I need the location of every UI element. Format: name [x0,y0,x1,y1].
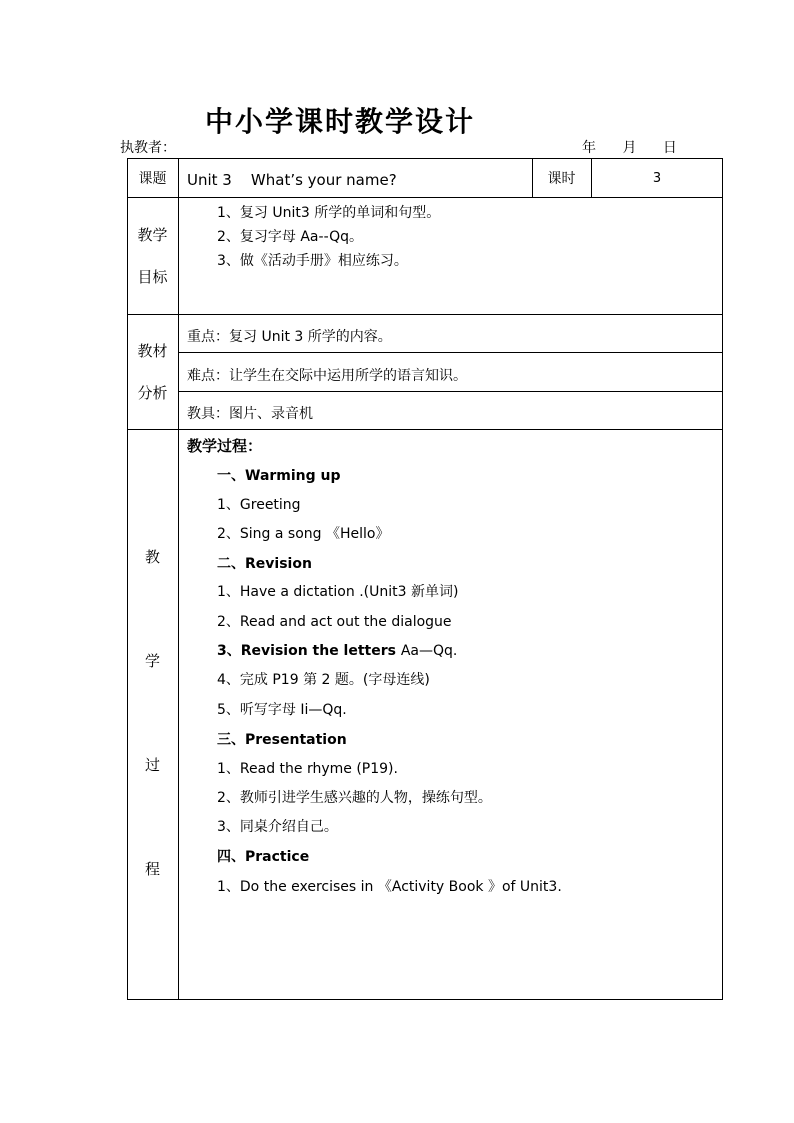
section-heading: 二、Revision [217,556,312,572]
day-label: 日 [662,140,677,156]
process-label-char: 过 [144,756,160,774]
process-step: 4、完成 P19 第 2 题。(字母连线) [217,672,430,688]
process-step: 2、教师引进学生感兴趣的人物，操练句型。 [217,790,492,806]
process-step: 2、Read and act out the dialogue [217,614,452,630]
period-value: 3 [652,171,662,186]
difficulty: 难点：让学生在交际中运用所学的语言知识。 [187,368,467,384]
topic-label: 课题 [138,171,167,187]
process-step: 3、同桌介绍自己。 [217,819,338,835]
teacher-label: 执教者： [120,140,176,156]
goal-item: 2、复习字母 Aa--Qq。 [217,229,364,245]
process-step: 1、Have a dictation .(Unit3 新单词) [217,584,459,600]
row-divider-1 [127,197,723,198]
analysis-label-top: 教材 [137,342,168,360]
document-title: 中小学课时教学设计 [204,105,475,138]
analysis-divider-1 [178,352,723,353]
section-heading: 三、Presentation [217,732,347,748]
period-label: 课时 [547,171,576,187]
row-divider-3 [127,429,723,430]
process-label-char: 学 [144,652,160,670]
process-step: 2、Sing a song 《Hello》 [217,526,390,542]
process-label-char: 程 [144,860,160,878]
goal-item: 3、做《活动手册》相应练习。 [217,253,408,269]
goal-item: 1、复习 Unit3 所学的单词和句型。 [217,205,441,221]
process-step: 1、Greeting [217,497,301,513]
row-divider-2 [127,314,723,315]
analysis-label-bottom: 分析 [137,384,168,402]
topic-value: Unit 3 What’s your name? [187,171,397,189]
teaching-tools: 教具：图片、录音机 [187,406,313,422]
process-step: 5、听写字母 Ii—Qq. [217,702,347,718]
label-column-divider [178,158,179,1000]
section-heading: 一、Warming up [217,468,341,484]
process-step: 1、Do the exercises in 《Activity Book 》of Unit3. [217,879,562,895]
date-fields [582,137,677,157]
process-heading: 教学过程： [187,437,263,455]
process-step-rest: Aa—Qq. [400,643,458,659]
key-point: 重点：复习 Unit 3 所学的内容。 [187,329,392,345]
goals-label-bottom: 目标 [137,268,168,286]
year-label: 年 [582,140,596,156]
process-step-bold: 3、Revision the letters [217,643,401,659]
process-step: 1、Read the rhyme (P19). [217,761,398,777]
process-label-char: 教 [144,548,160,566]
section-heading: 四、Practice [217,849,310,865]
analysis-divider-2 [178,391,723,392]
goals-label-top: 教学 [137,226,168,244]
lesson-table [127,158,723,1000]
month-label: 月 [622,140,637,156]
process-step [217,640,457,660]
